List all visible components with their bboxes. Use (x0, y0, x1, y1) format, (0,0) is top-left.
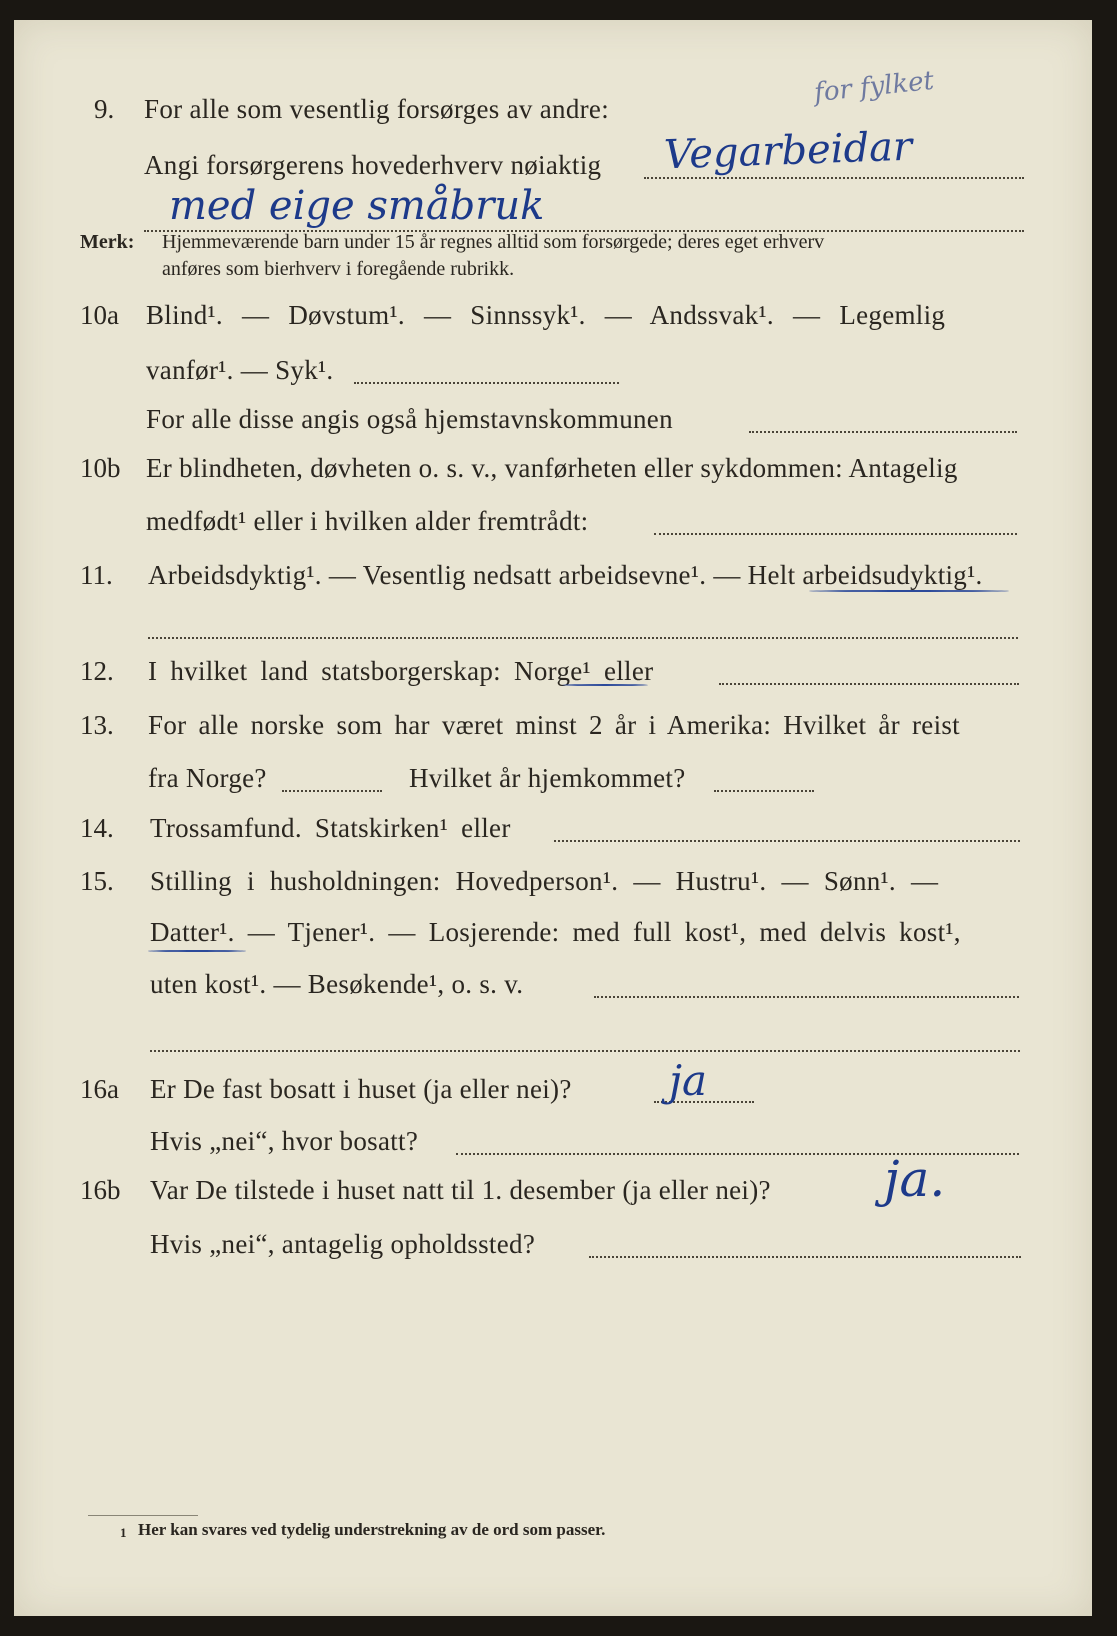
q11-answer-line (148, 637, 1018, 639)
q12-number: 12. (80, 656, 114, 686)
q15-handwritten-underline-datter (148, 950, 246, 952)
q16a-handwritten-answer[interactable]: ja (669, 1056, 708, 1105)
q15-line3: uten kost¹. — Besøkende¹, o. s. v. (150, 969, 524, 999)
q12-line1: I hvilket land statsborgerskap: Norge¹ eller (148, 656, 654, 686)
q13-line2a: fra Norge? (148, 763, 267, 793)
q16a-line2: Hvis „nei“, hvor bosatt? (150, 1126, 419, 1156)
q13-line1: For alle norske som har været minst 2 år i Amerika: Hvilket år reist (148, 710, 960, 740)
q10a-answer-line2 (749, 431, 1017, 433)
q14-line1: Trossamfund. Statskirken¹ eller (150, 813, 511, 843)
q9-line1: For alle som vesentlig forsørges av andre: (144, 94, 609, 124)
q15-answer-line2 (150, 1050, 1020, 1052)
q9-line2: Angi forsørgerens hovederhverv nøiaktig (144, 150, 602, 180)
footnote-mark: 1 (120, 1525, 127, 1540)
q15-number: 15. (80, 866, 114, 896)
footnote-rule (88, 1515, 198, 1516)
q14-number: 14. (80, 813, 114, 843)
q12-handwritten-underline (562, 684, 648, 686)
merk-line1: Hjemmeværende barn under 15 år regnes alltid som forsørgede; deres eget erhverv (162, 231, 825, 253)
q12-answer-line (719, 683, 1019, 685)
q16a-line1: Er De fast bosatt i huset (ja eller nei)? (150, 1074, 572, 1104)
q10b-number: 10b (80, 453, 121, 483)
q9-handwritten-note: for fylket (812, 65, 936, 109)
q10a-line3: For alle disse angis også hjemstavnskommunen (146, 404, 673, 434)
q15-line2: Datter¹. — Tjener¹. — Losjerende: med full kost¹, med delvis kost¹, (150, 917, 961, 947)
q16b-opholdssted-line (589, 1256, 1021, 1258)
q15-answer-line1 (594, 996, 1019, 998)
census-form-page (14, 20, 1092, 1616)
q16b-handwritten-answer[interactable]: ja. (884, 1150, 946, 1208)
q16b-number: 16b (80, 1175, 121, 1205)
q13-line2b: Hvilket år hjemkommet? (409, 763, 686, 793)
q10a-number: 10a (80, 300, 119, 330)
q10b-answer-line (654, 533, 1017, 535)
q9-handwritten-answer1[interactable]: Vegarbeidar (663, 123, 913, 179)
q11-handwritten-underline (809, 590, 1009, 592)
footnote-text: Her kan svares ved tydelig understrekning av de ord som passer. (138, 1520, 606, 1539)
q10b-line2: medfødt¹ eller i hvilken alder fremtrådt: (146, 506, 589, 536)
q9-answer-line1 (644, 177, 1024, 179)
q13-answer-line-hjemkommet (714, 790, 814, 792)
q10a-line2: vanfør¹. — Syk¹. (146, 355, 334, 385)
q16b-line1: Var De tilstede i huset natt til 1. desember (ja eller nei)? (150, 1175, 771, 1205)
q16b-line2: Hvis „nei“, antagelig opholdssted? (150, 1229, 536, 1259)
merk-label: Merk: (80, 231, 135, 253)
q13-number: 13. (80, 710, 114, 740)
q15-line1: Stilling i husholdningen: Hovedperson¹. — Hustru¹. — Sønn¹. — (150, 866, 939, 896)
q9-number: 9. (94, 94, 115, 124)
q11-number: 11. (80, 560, 113, 590)
q11-line1: Arbeidsdyktig¹. — Vesentlig nedsatt arbeidsevne¹. — Helt arbeidsudyktig¹. (148, 560, 983, 590)
q13-answer-line-reist (282, 790, 382, 792)
q16a-number: 16a (80, 1074, 119, 1104)
q14-answer-line (554, 840, 1020, 842)
q10b-line1: Er blindheten, døvheten o. s. v., vanførheten eller sykdommen: Antagelig (146, 453, 958, 483)
q10a-answer-line (354, 382, 619, 384)
q10a-line1: Blind¹. — Døvstum¹. — Sinnssyk¹. — Andssvak¹. — Legemlig (146, 300, 946, 330)
q9-handwritten-answer2[interactable]: med eige småbruk (169, 183, 545, 229)
merk-line2: anføres som bierhverv i foregående rubrikk. (162, 258, 515, 280)
